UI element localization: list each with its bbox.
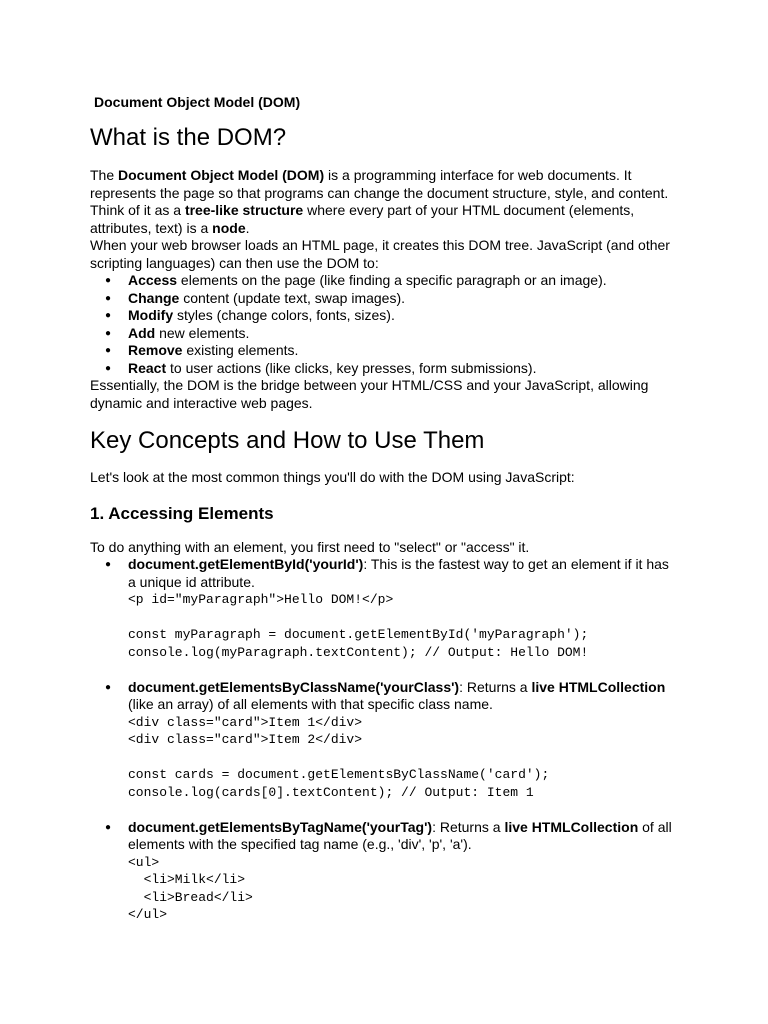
list-item: ● document.getElementsByTagName('yourTag'): Returns a live HTMLCollection of all elements with the specified tag name (e.g., 'div', 'p', 'a'). <ul> <li>Milk</li> <li>Bread</li> </ul> (90, 819, 680, 924)
summary-paragraph: Essentially, the DOM is the bridge between your HTML/CSS and your JavaScript, allowing dynamic and interactive web pages. (90, 377, 649, 411)
list-item: ● document.getElementsByClassName('yourClass'): Returns a live HTMLCollection (like an array) of all elements with that specific class name. <div class="card">Item 1</div> <div class="card">Item 2</div> const cards = document.getElementsByClassName('card'); console.log(cards[0].textContent); // Output: Item 1 (90, 679, 680, 802)
document-title: Document Object Model (DOM) (94, 94, 301, 110)
list-item: ● Add new elements. (90, 325, 680, 343)
method-name: document.getElementById('yourId') (128, 556, 364, 572)
code-block: <div class="card">Item 1</div> <div class="card">Item 2</div> const cards = document.getElementsByClassName('card'); console.log(cards[0].textContent); // Output: Item 1 (128, 714, 550, 800)
code-block: <p id="myParagraph">Hello DOM!</p> const myParagraph = document.getElementById('myParagraph'); console.log(myParagraph.textContent); // Output: Hello DOM! (128, 592, 589, 660)
list-item: ● document.getElementById('yourId'): This is the fastest way to get an element if it has a unique id attribute. <p id="myParagraph">Hello DOM!</p> const myParagraph = document.getElementById('myParagraph'); console.log(myParagraph.textContent); // Output: Hello DOM! (90, 556, 680, 661)
accessing-intro: To do anything with an element, you first need to "select" or "access" it. (90, 539, 530, 555)
list-item: ● Remove existing elements. (90, 342, 680, 360)
list-item: ● Access elements on the page (like finding a specific paragraph or an image). (90, 272, 680, 290)
list-item: ● Change content (update text, swap images). (90, 290, 680, 308)
dom-tree-paragraph: When your web browser loads an HTML page, it creates this DOM tree. JavaScript (and other scripting languages) can then use the DOM to: (90, 237, 670, 271)
method-name: document.getElementsByClassName('yourClass') (128, 678, 460, 695)
list-item: ● Modify styles (change colors, fonts, sizes). (90, 307, 680, 325)
list-item: ● React to user actions (like clicks, key presses, form submissions). (90, 360, 680, 378)
intro-paragraph: The Document Object Model (DOM) is a programming interface for web documents. It represents the page so that programs can change the document structure, style, and content. Think of it as a tree-like structure where every part of your HTML document (elements, attributes, text) is a node. (90, 167, 669, 236)
heading-accessing-elements: 1. Accessing Elements (90, 504, 274, 523)
code-block: <ul> <li>Milk</li> <li>Bread</li> </ul> (128, 854, 253, 922)
access-methods-list (90, 556, 680, 924)
method-name: document.getElementsByTagName('yourTag') (128, 818, 433, 835)
heading-what-is-dom: What is the DOM? (90, 124, 287, 151)
key-concepts-intro: Let's look at the most common things you'll do with the DOM using JavaScript: (90, 469, 575, 485)
dom-capabilities-list (90, 272, 680, 377)
heading-key-concepts: Key Concepts and How to Use Them (90, 427, 485, 454)
